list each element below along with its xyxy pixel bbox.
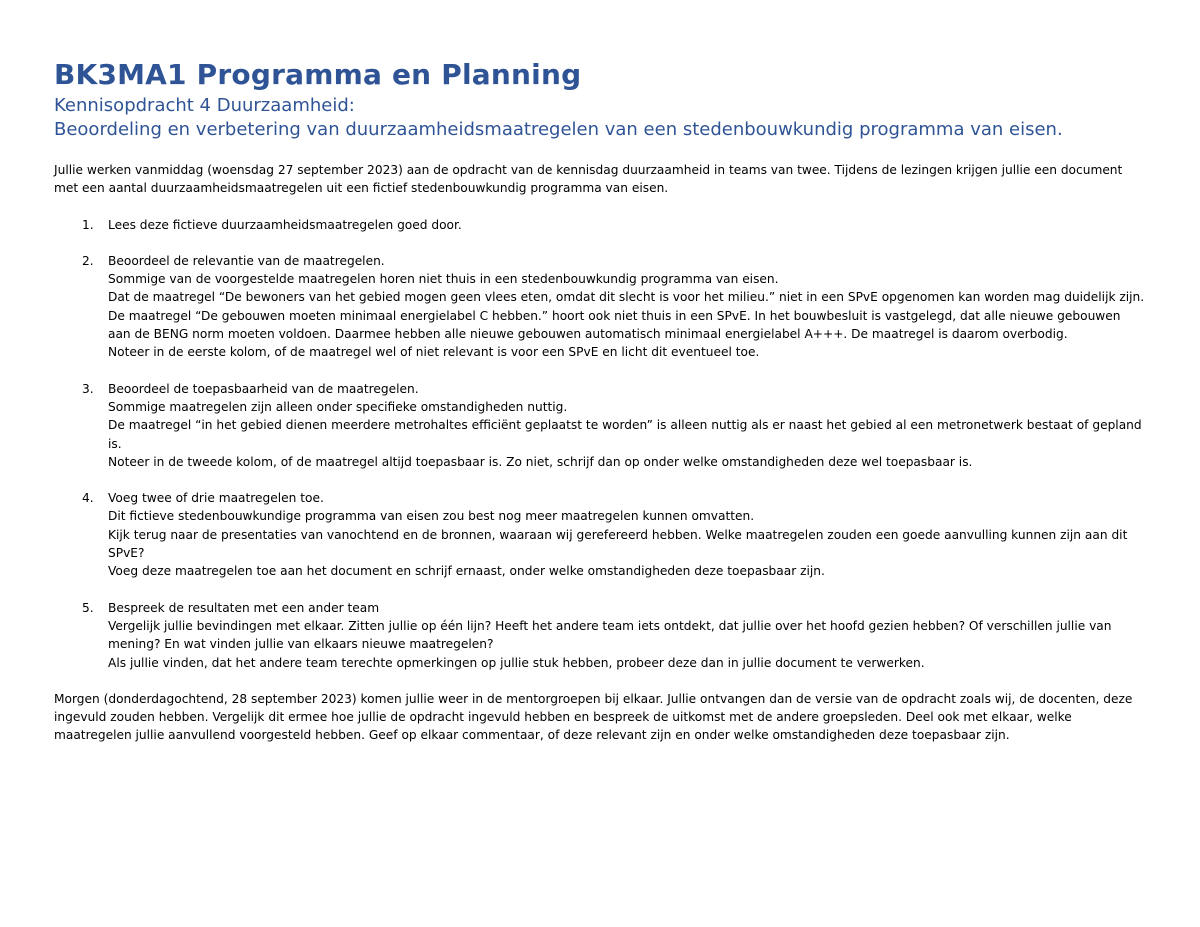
step-number: 2. (82, 253, 94, 268)
step-text: Dit fictieve stedenbouwkundige programma van eisen zou best nog meer maatregelen kunnen omvatten. (108, 509, 755, 524)
subtitle-line: Kennisopdracht 4 Duurzaamheid: (54, 95, 355, 116)
step-text: Noteer in de tweede kolom, of de maatregel altijd toepasbaar is. Zo niet, schrijf dan op onder welke omstandigheden deze wel toepasbaar is. (108, 454, 973, 469)
subtitle-line: Beoordeling en verbetering van duurzaamheidsmaatregelen van een stedenbouwkundig programma van eisen. (54, 119, 1063, 140)
step-text: Kijk terug naar de presentaties van vanochtend en de bronnen, waaraan wij gerefereerd hebben. Welke maatregelen zouden een goede aanvulling kunnen zijn aan dit SPvE? (108, 527, 1128, 561)
steps-list (54, 216, 1146, 672)
step-number: 5. (82, 600, 94, 615)
step-text: Vergelijk jullie bevindingen met elkaar. Zitten jullie op één lijn? Heeft het andere team iets ontdekt, dat jullie over het hoofd gezien hebben? Of verschillen jullie van mening? En wat vinden jullie van elkaars nieuwe maatregelen? (108, 618, 1112, 652)
step-text: Lees deze fictieve duurzaamheidsmaatregelen goed door. (108, 217, 462, 232)
step-item (54, 380, 1146, 471)
closing-paragraph: Morgen (donderdagochtend, 28 september 2023) komen jullie weer in de mentorgroepen bij elkaar. Jullie ontvangen dan de versie van de opdracht zoals wij, de docenten, deze ingevuld zouden hebben. Vergelijk dit ermee hoe jullie de opdracht ingevuld hebben en bespreek de uitkomst met de andere groepsleden. Deel ook met elkaar, welke maatregelen jullie aanvullend voorgesteld hebben. Geef op elkaar commentaar, of deze relevant zijn en onder welke omstandigheden deze toepasbaar zijn. (54, 691, 1133, 743)
intro-paragraph: Jullie werken vanmiddag (woensdag 27 september 2023) aan de opdracht van de kennisdag duurzaamheid in teams van twee. Tijdens de lezingen krijgen jullie een document met een aantal duurzaamheidsmaatregelen uit een fictief stedenbouwkundig programma van eisen. (54, 163, 1123, 196)
step-text: Voeg deze maatregelen toe aan het document en schrijf ernaast, onder welke omstandigheden deze toepasbaar zijn. (108, 564, 825, 579)
document-content (54, 58, 1146, 745)
step-item (54, 489, 1146, 580)
step-text: Beoordeel de relevantie van de maatregelen. (108, 253, 385, 268)
step-text: Sommige van de voorgestelde maatregelen horen niet thuis in een stedenbouwkundig programma van eisen. (108, 272, 779, 287)
step-text: Noteer in de eerste kolom, of de maatregel wel of niet relevant is voor een SPvE en licht dit eventueel toe. (108, 345, 760, 360)
step-item (54, 252, 1146, 362)
step-text: De maatregel “in het gebied dienen meerdere metrohaltes efficiënt geplaatst te worden” is alleen nuttig als er naast het gebied al een metronetwerk bestaat of gepland is. (108, 418, 1142, 451)
step-text: Beoordeel de toepasbaarheid van de maatregelen. (108, 381, 419, 396)
step-text: Voeg twee of drie maatregelen toe. (108, 491, 324, 506)
step-text: Als jullie vinden, dat het andere team terechte opmerkingen op jullie stuk hebben, probeer deze dan in jullie document te verwerken. (108, 655, 925, 670)
step-text: Dat de maatregel “De bewoners van het gebied mogen geen vlees eten, omdat dit slecht is voor het milieu.” niet in een SPvE opgenomen kan worden mag duidelijk zijn. (108, 290, 1145, 305)
subtitle (54, 94, 1146, 142)
step-number: 4. (82, 491, 94, 506)
step-text: De maatregel “De gebouwen moeten minimaal energielabel C hebben.” hoort ook niet thuis in een SPvE. In het bouwbesluit is vastgelegd, dat alle nieuwe gebouwen aan de BENG norm moeten voldoen. Daarmee hebben alle nieuwe gebouwen automatisch minimaal energielabel A+++. De maatregel is daarom overbodig. (108, 308, 1121, 342)
step-item (54, 599, 1146, 672)
step-item (54, 216, 1146, 234)
step-number: 1. (82, 217, 94, 232)
step-text: Sommige maatregelen zijn alleen onder specifieke omstandigheden nuttig. (108, 399, 568, 414)
page-title: BK3MA1 Programma en Planning (54, 58, 582, 91)
step-text: Bespreek de resultaten met een ander team (108, 600, 380, 615)
step-number: 3. (82, 381, 94, 396)
